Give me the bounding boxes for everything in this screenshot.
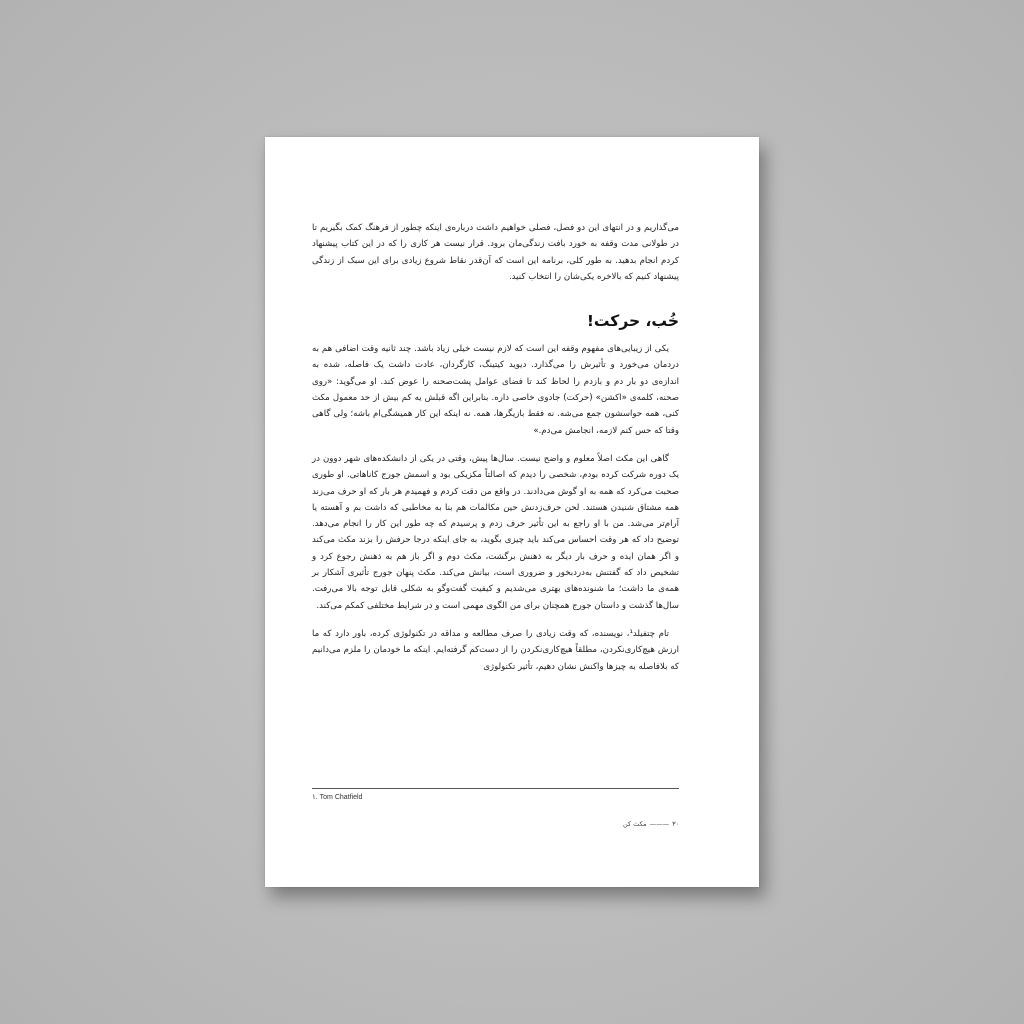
footnote: ١. Tom Chatfield xyxy=(312,794,363,801)
body-paragraph-3: تام چتفیلد¹، نویسنده، که وقت زیادی را صرف مطالعه و مداقه در تکنولوژی کرده، باور دارد که ما ارزش هیچ‌کاری‌نکردن، مطلقاً هیچ‌کاری‌نکردن را از دست‌کم گرفته‌ایم. اینکه ما خودمان را ملزم می‌دانیم که بلافاصله به چیزها واکنش نشان دهیم، تأثیر تکنولوژی xyxy=(312,628,679,672)
section-heading: خُب، حرکت! xyxy=(586,312,679,331)
body-paragraph-2: گاهی این مکث اصلاً معلوم و واضح نیست. سال‌ها پیش، وقتی در یکی از دانشکده‌های شهر دوون در یک دوره شرکت کرده بودم، شخصی را دیدم که اصالتاً مکزیکی بود و اسمش جورج کاناهاتی. او طوری صحبت می‌کرد که همه به او گوش می‌دادند. در واقع من دقت کردم و فهمیدم هر بار که او حرف می‌زند همه مشتاق شنیدن هستند. لحن حرف‌زدنش حین مکالمات هم بنا به مخاطبی که داشت بم و آهسته یا آرام‌تر می‌شد. من با او راجع به این تأثیر حرف زدم و پرسیدم که چه طور این کار را انجام می‌دهد. توضیح داد که هر وقت احساس می‌کند باید چیزی بگوید، به جای اینکه درجا حرفش را بزند مکث می‌کند و اگر همان ایده و حرف بار دیگر به ذهنش برگشت، مکث دوم و اگر باز هم به ذهنش رجوع کرد و تشخیص داد که گفتنش به‌دردبخور و ضروری است، بیانش می‌کند. مکث پنهان جورج تأثیری آشکار بر همه‌ی ما داشت؛ ما شنونده‌های بهتری می‌شدیم و کیفیت گفت‌وگو به شکلی قابل توجه بالا می‌رفت. سال‌ها گذشت و داستان جورج همچنان برای من الگوی مهمی است و در شرایط مختلفی کمکم می‌کند. xyxy=(312,453,679,611)
book-title: مکث کن xyxy=(623,820,647,828)
folio-divider: ——— xyxy=(649,820,670,828)
intro-paragraph: می‌گذاریم و در انتهای این دو فصل، فصلی خواهیم داشت درباره‌ی اینکه چطور از فرهنگ کمک بگیریم تا در طولانی مدت وقفه به خورد بافت زندگی‌مان برود. قرار نیست هر کاری را که در این کتاب پیشنهاد کردم انجام بدهید. به طور کلی، برنامه این است که آن‌قدر نقاط شروع زیادی برای این سبک از زندگی پیشنهاد کنیم که بالاخره یکی‌شان را انتخاب کنید. xyxy=(312,223,679,282)
page-body xyxy=(312,220,679,687)
footnote-divider xyxy=(312,788,679,789)
page-number: ۳۰ xyxy=(672,820,680,828)
footnote-area xyxy=(312,788,679,801)
body-paragraph-1: یکی از زیبایی‌های مفهوم وقفه این است که لازم نیست خیلی زیاد باشد. چند ثانیه وقت اضافی هم به دردمان می‌خورد و تأثیرش را می‌گذارد. دیوید کیتینگ، کارگردان، عادت داشت یک فاصله، شده به اندازه‌ی دو بار دم و بازدم را لحاظ کند تا فضای عوامل پشت‌صحنه را عوض کند. او می‌گوید: «روی صحنه، کلمه‌ی «اکشن» (حرکت) جادوی خاصی داره. بنابراین اگه قبلش یه کم بیش از حد معمول مکث کنی، همه حواسشون جمع می‌شه. نه فقط بازیگرها، همه. نه اینکه این کار همیشگی‌ام باشه؛ ولی گاهی وقتا که حس کنم لازمه، انجامش می‌دم.» xyxy=(312,344,679,436)
page-folio xyxy=(623,820,679,828)
book-page xyxy=(265,137,759,887)
